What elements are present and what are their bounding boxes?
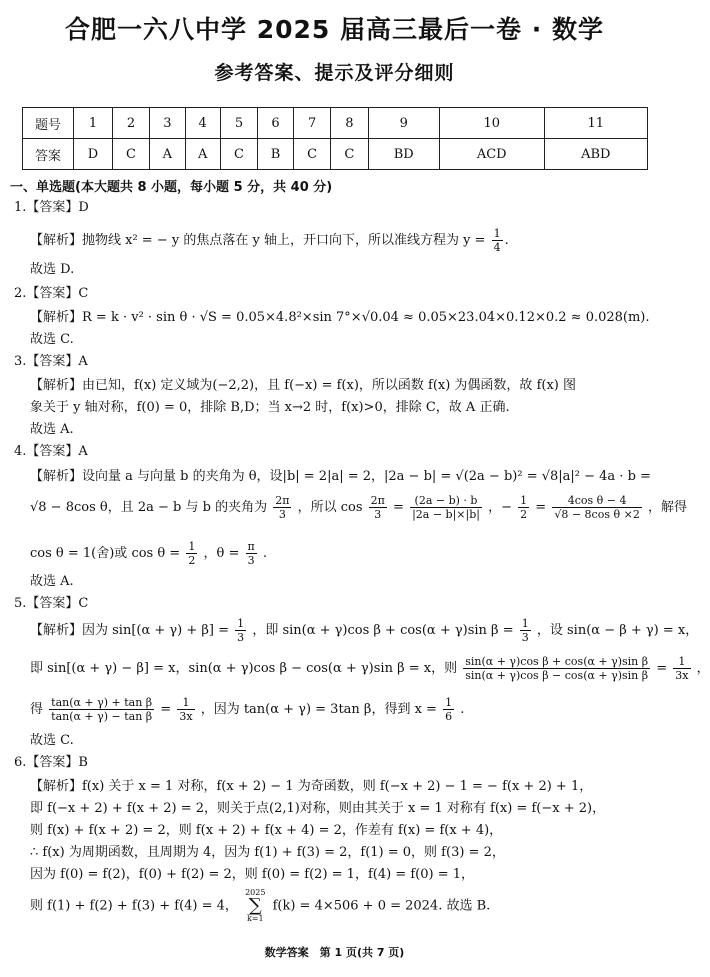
text: ，θ = (203, 546, 240, 561)
page-subtitle: 参考答案、提示及评分细则 (214, 62, 455, 84)
table-cell: 2 (112, 108, 149, 139)
q6-answer: 6.【答案】B (14, 755, 88, 770)
text: 则 f(1) + f(2) + f(3) + f(4) = 4， (30, 898, 238, 914)
table-cell: A (150, 139, 185, 170)
text: 得 (30, 702, 44, 717)
q6-explanation-1: 【解析】f(x) 关于 x = 1 对称，f(x + 2) − 1 为奇函数，则 f(−x + 2) − 1 = − f(x + 2) + 1， (30, 779, 593, 794)
q4-explanation-2 (30, 494, 687, 521)
denominator: 4 (493, 241, 501, 254)
q1-explanation (30, 227, 654, 254)
numerator: tan(α + γ) + tan β (51, 696, 153, 709)
text: = (393, 500, 404, 515)
text: . (504, 233, 509, 248)
numerator: 1 (493, 227, 501, 240)
fraction (177, 696, 194, 723)
denominator: √8 − 8cos θ ×2 (554, 508, 640, 521)
fraction (246, 540, 257, 567)
section-heading: 一、单选题(本大题共 8 小题，每小题 5 分，共 40 分) (10, 180, 333, 195)
numerator: 1 (177, 696, 194, 710)
table-row-question-numbers (23, 108, 648, 139)
denominator: tan(α + γ) − tan β (51, 710, 153, 723)
q6-explanation-5: 因为 f(0) = f(2)，f(0) + f(2) = 2，则 f(0) = f(2) = 1，f(4) = f(0) = 1， (30, 867, 474, 882)
fraction (410, 494, 482, 521)
table-cell: 9 (368, 108, 439, 139)
table-cell: C (294, 139, 331, 170)
q3-choice: 故选 A. (30, 422, 74, 437)
table-cell: C (331, 139, 368, 170)
numerator: 1 (521, 617, 529, 630)
text: f(k) = 4×506 + 0 = 2024. 故选 B. (272, 898, 491, 914)
denominator: 3 (247, 554, 255, 567)
fraction (369, 494, 387, 521)
table-cell: 4 (185, 108, 220, 139)
numerator: 1 (445, 696, 453, 709)
table-cell: C (220, 139, 257, 170)
table-row-answers (23, 139, 648, 170)
fraction (443, 696, 454, 723)
q2-choice: 故选 C. (30, 332, 74, 347)
text: ， (696, 661, 710, 676)
table-cell: ABD (544, 139, 647, 170)
q3-explanation-1: 【解析】由已知，f(x) 定义域为(−2,2)，且 f(−x) = f(x)，所以函数 f(x) 为偶函数，故 f(x) 图 (30, 378, 576, 393)
table-cell: 8 (331, 108, 368, 139)
table-cell: 7 (294, 108, 331, 139)
text: 【解析】因为 sin[(α + γ) + β] = (30, 623, 230, 638)
summation (245, 889, 265, 923)
fraction (235, 617, 246, 644)
numerator: π (247, 540, 255, 553)
text: cos θ = 1(舍)或 cos θ = (30, 546, 181, 561)
fraction (518, 494, 529, 521)
text: ，因为 tan(α + γ) = 3tan β，得到 x = (200, 702, 437, 717)
q5-explanation-3 (30, 696, 654, 723)
denominator: 2 (188, 554, 196, 567)
denominator: 3x (179, 710, 193, 723)
q4-choice: 故选 A. (30, 574, 74, 589)
table-cell: 答案 (23, 139, 74, 170)
text: = (656, 661, 668, 676)
numerator: 1 (520, 494, 528, 507)
table-cell: 1 (74, 108, 113, 139)
fraction (186, 540, 197, 567)
denominator: 6 (445, 710, 453, 723)
text: ，设 sin(α − β + γ) = x， (536, 623, 699, 638)
text: 即 sin[(α + γ) − β] = x，sin(α + γ)cos β − cos(α + γ)sin β = x，则 (30, 661, 458, 676)
denominator: |2a − b|×|b| (412, 508, 480, 521)
text: = (160, 702, 172, 717)
denominator: 3 (278, 508, 286, 521)
q2-answer: 2.【答案】C (14, 286, 89, 301)
q4-explanation-1: 【解析】设向量 a 与向量 b 的夹角为 θ，设|b| = 2|a| = 2，|2a − b| = √(2a − b)² = √8|a|² − 4a · b = (30, 469, 651, 484)
q1-choice: 故选 D. (30, 262, 75, 277)
numerator: sin(α + γ)cos β + cos(α + γ)sin β (465, 655, 649, 668)
fraction (552, 494, 641, 521)
fraction (520, 617, 531, 644)
text: √8 − 8cos θ，且 2a − b 与 b 的夹角为 (30, 500, 268, 515)
denominator: 3 (374, 508, 382, 521)
numerator: 4cos θ − 4 (552, 494, 641, 508)
q6-explanation-2: 即 f(−x + 2) + f(x + 2) = 2，则关于点(2,1)对称，则由其关于 x = 1 对称有 f(x) = f(−x + 2)， (30, 801, 606, 816)
text: ，解得 (647, 500, 687, 515)
q6-explanation-6 (30, 889, 654, 923)
numerator: 1 (237, 617, 245, 630)
q1-answer: 1.【答案】D (14, 200, 89, 215)
numerator: (2a − b) · b (410, 494, 482, 508)
text: 【解析】抛物线 x² = − y 的焦点落在 y 轴上，开口向下，所以准线方程为 y = (30, 233, 486, 248)
table-cell: C (112, 139, 149, 170)
q4-explanation-3 (30, 540, 654, 567)
page-title: 合肥一六八中学 2025 届高三最后一卷 · 数学 (65, 15, 604, 44)
numerator: 2π (370, 494, 385, 507)
table-cell: 6 (258, 108, 294, 139)
q5-explanation-2 (30, 655, 710, 682)
numerator: 1 (673, 655, 690, 669)
q6-explanation-4: ∴ f(x) 为周期函数，且周期为 4，因为 f(1) + f(3) = 2，f(1) = 0，则 f(3) = 2， (30, 845, 505, 860)
table-cell: B (258, 139, 294, 170)
q2-explanation: 【解析】R = k · v² · sin θ · √S = 0.05×4.8²×sin 7°×√0.04 ≈ 0.05×23.04×0.12×0.2 ≈ 0.028(m). (30, 310, 650, 325)
numerator: 1 (188, 540, 196, 553)
text: . (460, 702, 465, 717)
denominator: 3x (675, 669, 689, 682)
table-cell: BD (368, 139, 439, 170)
fraction (463, 655, 650, 682)
page-footer: 数学答案 第 1 页(共 7 页) (264, 946, 405, 959)
text: ，即 sin(α + γ)cos β + cos(α + γ)sin β = (252, 623, 514, 638)
table-cell: 11 (544, 108, 647, 139)
sum-lower: k=1 (246, 914, 264, 923)
q6-explanation-3: 则 f(x) + f(x + 2) = 2，则 f(x + 2) + f(x + 4) = 2，作差有 f(x) = f(x + 4)， (30, 823, 503, 838)
denominator: 2 (520, 508, 528, 521)
sigma-symbol: ∑ (248, 895, 262, 916)
q5-choice: 故选 C. (30, 733, 74, 748)
fraction (273, 494, 291, 521)
q3-answer: 3.【答案】A (14, 354, 88, 369)
table-cell: 3 (150, 108, 185, 139)
denominator: 3 (521, 631, 529, 644)
numerator: 2π (275, 494, 290, 507)
fraction (492, 227, 503, 254)
q5-explanation-1 (30, 617, 699, 644)
fraction (49, 696, 154, 723)
denominator: sin(α + γ)cos β − cos(α + γ)sin β (465, 669, 649, 682)
table-cell: D (74, 139, 113, 170)
fraction (673, 655, 690, 682)
table-cell: A (185, 139, 220, 170)
text: ，所以 cos (297, 500, 363, 515)
table-cell: 5 (220, 108, 257, 139)
q5-answer: 5.【答案】C (14, 596, 89, 611)
q3-explanation-2: 象关于 y 轴对称，f(0) = 0，排除 B,D；当 x→2 时，f(x)>0，排除 C，故 A 正确. (30, 400, 510, 415)
denominator: 3 (237, 631, 245, 644)
answer-table (22, 107, 648, 170)
text: . (262, 546, 268, 561)
q4-answer: 4.【答案】A (14, 444, 88, 459)
table-cell: 题号 (23, 108, 74, 139)
text: ，− (488, 500, 513, 515)
table-cell: 10 (439, 108, 544, 139)
text: = (535, 500, 547, 515)
table-cell: ACD (439, 139, 544, 170)
sum-upper: 2025 (245, 888, 266, 897)
